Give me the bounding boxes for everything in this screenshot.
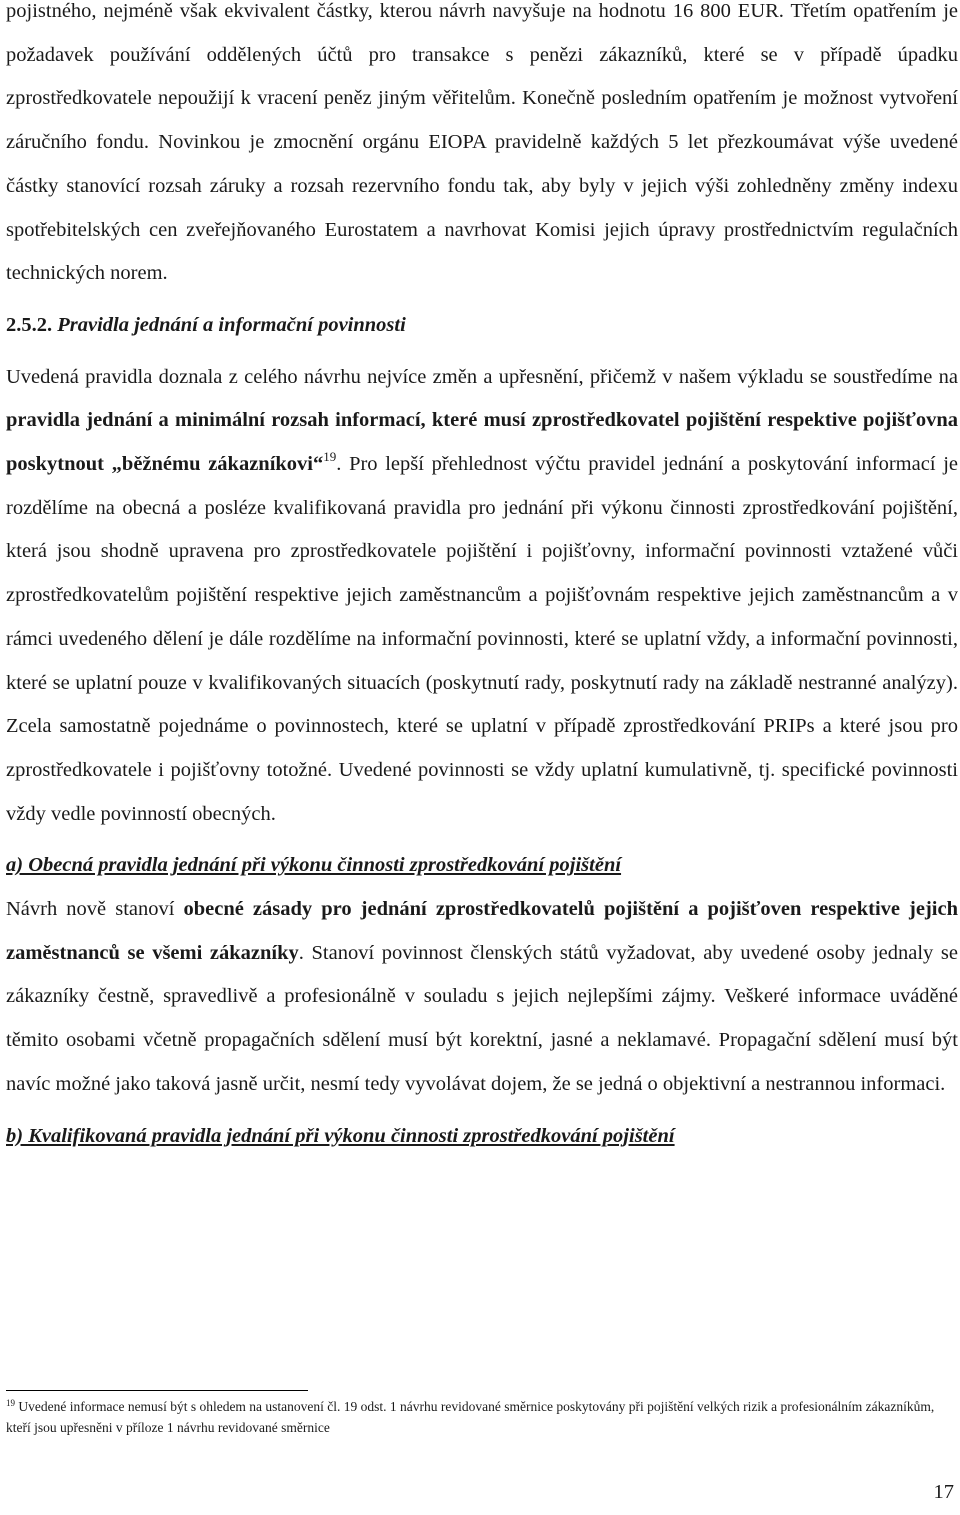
footnote-19 <box>6 1397 958 1438</box>
text-run: . Stanoví povinnost členských států vyžadovat, aby uvedené osoby jednaly se zákazníky čestně, spravedlivě a profesionálně v souladu s jejich nejlepšími zájmy. Veškeré informace uváděné těmito osobami včetně propagačních sdělení musí být korektní, jasné a neklamavé. Propagační sdělení musí být navíc možné jako taková jasně určit, nesmí tedy vyvolávat dojem, že se jedná o objektivní a nestrannou informaci. <box>6 941 958 1095</box>
footnote-number: 19 <box>6 1398 15 1408</box>
document-page <box>6 0 958 1158</box>
paragraph-guarantee-fund: pojistného, nejméně však ekvivalent částky, kterou návrh navyšuje na hodnotu 16 800 EUR. Třetím opatřením je požadavek používání oddělených účtů pro transakce s penězi zákazníků, které se v případě úpadku zprostředkovatele nepoužijí k vracení peněz jiným věřitelům. Konečně posledním opatřením je možnost vytvoření záručního fondu. Novinkou je zmocnění orgánu EIOPA pravidelně každých 5 let přezkoumávat výše uvedené částky stanovící rozsah záruky a rozsah rezervního fondu tak, aby byly v jejich výši zohledněny změny indexu spotřebitelských cen zveřejňovaného Eurostatem a navrhovat Komisi jejich úpravy prostřednictvím regulačních technických norem. <box>6 0 958 285</box>
paragraph-rules-of-conduct <box>6 356 958 837</box>
emphasis-run: pravidla jednání a minimální rozsah informací, které musí zprostředkovatel pojištění respektive pojišťovna poskytnout „běžnému zákazníkovi“ <box>6 409 958 476</box>
footnote-reference[interactable]: 19 <box>323 449 337 465</box>
spacer <box>6 836 958 844</box>
section-number: 2.5.2. <box>6 313 53 336</box>
text-run: Návrh nově stanoví <box>6 898 184 921</box>
spacer <box>6 1107 958 1115</box>
footnote-text: Uvedené informace nemusí být s ohledem na ustanovení čl. 19 odst. 1 návrhu revidované směrnice poskytovány při pojištění velkých rizik a profesionálním zákazníkům, kteří jsou upřesněni v příloze 1 návrhu revidované směrnice <box>6 1399 935 1435</box>
text-run: Uvedená pravidla doznala z celého návrhu nejvíce změn a upřesnění, přičemž v našem výkladu se soustředíme na <box>6 365 958 388</box>
emphasis-run: obecné zásady pro jednání zprostředkovatelů pojištění a pojišťoven respektive jejich zaměstnanců se všemi zákazníky <box>6 898 959 964</box>
footnote-separator <box>6 1390 308 1391</box>
section-heading-2-5-2 <box>6 304 958 348</box>
subheading-b: b) Kvalifikovaná pravidla jednání při výkonu činnosti zprostředkování pojištění <box>6 1124 675 1147</box>
subheading-a: a) Obecná pravidla jednání při výkonu činnosti zprostředkování pojištění <box>6 854 622 877</box>
text-run: . Pro lepší přehlednost výčtu pravidel jednání a poskytování informací je rozdělíme na obecná a posléze kvalifikovaná pravidla pro jednání při výkonu činnosti zprostředkování pojištění, která jsou shodně upravena pro zprostředkovatele pojištění i pojišťovny, informační povinnosti vztažené vůči zprostředkovatelům pojištění respektive jejich zaměstnancům a pojišťovnám respektive jejich zaměstnancům a v rámci uvedeného dělení je dále rozdělíme na informační povinnosti, které se uplatní vždy, a informační povinnosti, které se uplatní pouze v kvalifikovaných situacích (poskytnutí rady, poskytnutí rady na základě nestranné analýzy). Zcela samostatně pojednáme o povinnostech, které se uplatní v případě zprostředkování PRIPs a které jsou pro zprostředkovatele i pojišťovny totožné. Uvedené povinnosti se vždy uplatní kumulativně, tj. specifické povinnosti vždy vedle povinností obecných. <box>6 453 959 825</box>
spacer <box>6 296 958 304</box>
section-title: Pravidla jednání a informační povinnosti <box>57 313 406 336</box>
paragraph-general-principles <box>6 888 958 1107</box>
spacer <box>6 348 958 356</box>
page-number: 17 <box>933 1481 954 1503</box>
